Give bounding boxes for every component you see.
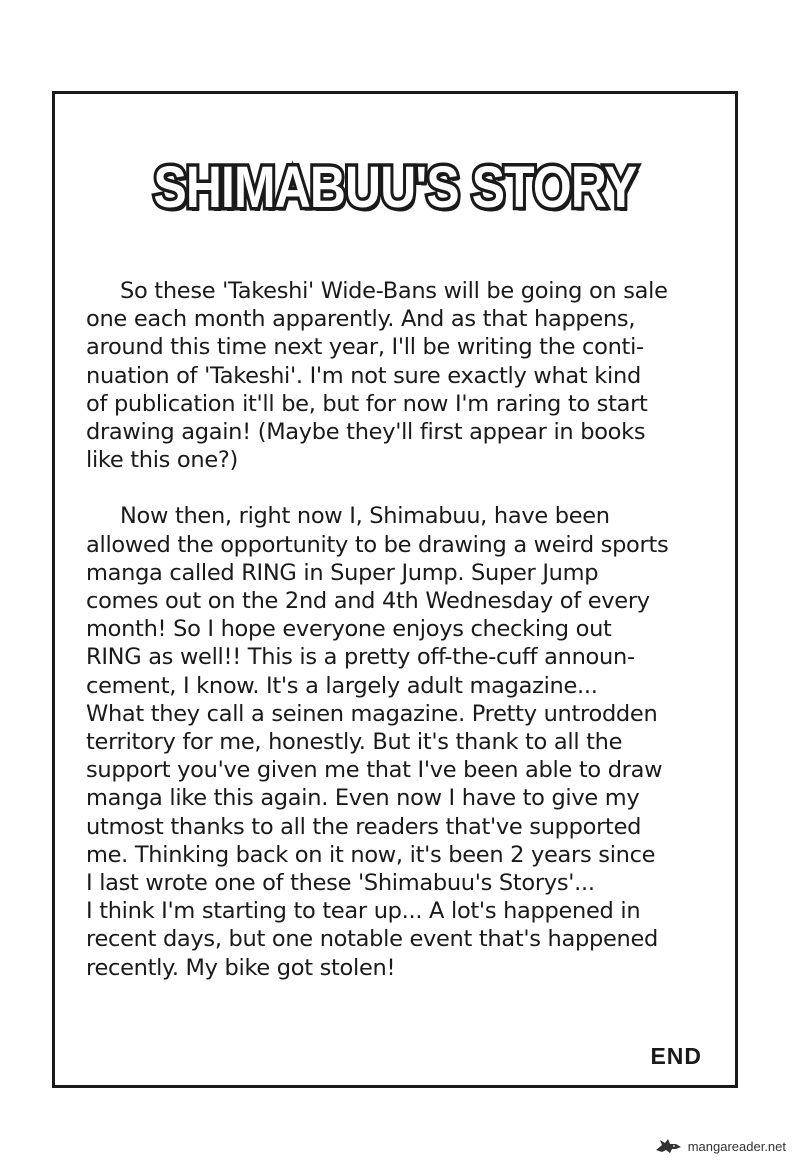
story-body [86, 277, 726, 982]
text-line: recently. My bike got stolen! [86, 954, 396, 981]
text-line: like this one?) [86, 447, 239, 474]
text-line: RING as well!! This is a pretty off-the-cuff announ- [86, 644, 635, 671]
watermark [654, 1136, 786, 1156]
text-line: me. Thinking back on it now, it's been 2 years since [86, 841, 656, 868]
text-line: I last wrote one of these 'Shimabuu's Storys'... [86, 870, 595, 897]
text-line: manga like this again. Even now I have to give my [86, 785, 640, 812]
paragraph-2 [86, 502, 726, 981]
text-line: utmost thanks to all the readers that've supported [86, 813, 642, 840]
text-line: month! So I hope everyone enjoys checking out [86, 616, 612, 643]
text-line: one each month apparently. And as that happens, [86, 306, 636, 333]
text-line: drawing again! (Maybe they'll first appear in books [86, 419, 646, 446]
text-line: cement, I know. It's a largely adult magazine... [86, 672, 598, 699]
page-title: SHIMABUU'S STORY [153, 155, 637, 220]
text-line: support you've given me that I've been able to draw [86, 757, 663, 784]
text-line: manga called RING in Super Jump. Super Jump [86, 559, 599, 586]
text-line: recent days, but one notable event that's happened [86, 926, 658, 953]
story-frame [52, 91, 738, 1088]
watermark-text: mangareader.net [687, 1138, 786, 1154]
text-line: So these 'Takeshi' Wide-Bans will be going on sale [120, 278, 668, 304]
text-line: What they call a seinen magazine. Pretty untrodden [86, 700, 658, 727]
text-line: Now then, right now I, Shimabuu, have been [120, 503, 610, 530]
text-line: allowed the opportunity to be drawing a weird sports [86, 531, 669, 558]
end-label: END [650, 1043, 702, 1069]
text-line: nuation of 'Takeshi'. I'm not sure exactly what kind [86, 362, 641, 389]
text-line: comes out on the 2nd and 4th Wednesday of every [86, 588, 650, 615]
paragraph-1 [86, 277, 726, 474]
text-line: territory for me, honestly. But it's thank to all the [86, 729, 623, 756]
text-line: around this time next year, I'll be writing the conti- [86, 334, 644, 361]
text-line: I think I'm starting to tear up... A lot's happened in [86, 898, 641, 925]
text-line: of publication it'll be, but for now I'm raring to start [86, 390, 648, 417]
wolf-logo-icon [654, 1136, 684, 1156]
